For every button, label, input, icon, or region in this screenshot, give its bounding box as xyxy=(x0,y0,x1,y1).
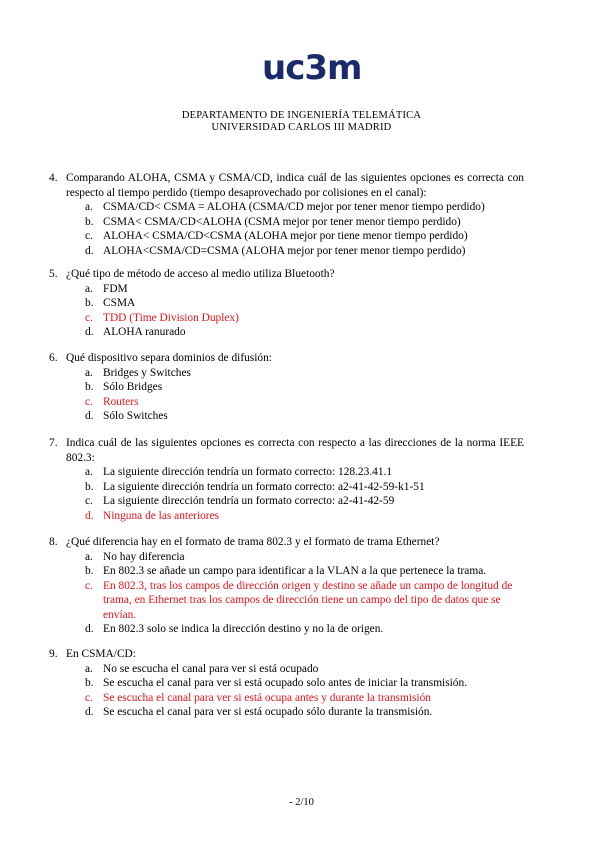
option-letter: d. xyxy=(85,244,94,257)
option-item xyxy=(85,409,524,424)
option-text: No hay diferencia xyxy=(103,550,185,563)
question-text: Indica cuál de las siguientes opciones es correcta con respecto a las direcciones de la norma IEEE 802.3: xyxy=(66,437,524,464)
option-text: Bridges y Switches xyxy=(103,366,191,379)
option-item xyxy=(85,564,524,579)
option-text: La siguiente dirección tendría un formato correcto: a2-41-42-59-k1-51 xyxy=(103,480,425,493)
question-number: 9. xyxy=(49,648,58,660)
option-letter: a. xyxy=(85,201,93,213)
university-title: UNIVERSIDAD CARLOS III MADRID xyxy=(211,122,392,133)
option-item xyxy=(85,705,524,720)
option-letter: b. xyxy=(85,480,94,493)
option-item xyxy=(85,550,524,565)
option-item xyxy=(85,494,524,509)
option-correct xyxy=(85,691,524,706)
option-letter: b. xyxy=(85,215,94,228)
option-item xyxy=(85,229,524,244)
option-letter: b. xyxy=(85,565,94,577)
question-number: 4. xyxy=(49,172,58,184)
uc3m-logo: uc3m xyxy=(262,48,362,88)
option-letter: c. xyxy=(85,579,93,592)
option-letter: a. xyxy=(85,466,93,478)
option-text: Se escucha el canal para ver si está ocupado solo antes de iniciar la transmisión. xyxy=(103,677,468,689)
option-text: ALOHA< CSMA/CD<CSMA (ALOHA mejor por tiene menor tiempo perdido) xyxy=(103,230,468,242)
option-letter: d. xyxy=(85,623,94,635)
option-item xyxy=(85,366,524,381)
option-item xyxy=(85,325,524,340)
option-list xyxy=(85,366,524,424)
question-number: 5. xyxy=(49,268,58,280)
option-list xyxy=(85,465,524,523)
question-text: ¿Qué tipo de método de acceso al medio utiliza Bluetooth? xyxy=(66,268,335,280)
question-text: Qué dispositivo separa dominios de difusión: xyxy=(66,352,272,364)
option-text: En 802.3, tras los campos de dirección origen y destino se añade un campo de longitud de trama, en Ethernet tras los campos de dirección tiene un campo del tipo de datos que se envían. xyxy=(103,579,513,621)
option-correct xyxy=(85,395,524,410)
option-text: Se escucha el canal para ver si está ocupa antes y durante la transmisión xyxy=(103,691,431,704)
option-list xyxy=(85,550,524,637)
option-item xyxy=(85,296,524,311)
option-text: En 802.3 se añade un campo para identificar a la VLAN a la que pertenece la trama. xyxy=(103,565,487,577)
option-item xyxy=(85,662,524,677)
option-letter: d. xyxy=(85,326,94,338)
option-letter: b. xyxy=(85,381,94,393)
option-letter: d. xyxy=(85,410,94,422)
question-6 xyxy=(49,351,524,424)
option-letter: a. xyxy=(85,662,93,675)
option-item xyxy=(85,282,524,297)
option-text: En 802.3 solo se indica la dirección destino y no la de origen. xyxy=(103,623,384,635)
option-item xyxy=(85,380,524,395)
option-text: CSMA xyxy=(103,297,136,309)
option-text: CSMA/CD< CSMA = ALOHA (CSMA/CD mejor por tener menor tiempo perdido) xyxy=(103,201,485,213)
option-item xyxy=(85,480,524,495)
option-correct xyxy=(85,579,524,623)
question-text: En CSMA/CD: xyxy=(66,648,136,660)
option-letter: c. xyxy=(85,311,93,324)
question-8 xyxy=(49,535,524,637)
option-text: Ninguna de las anteriores xyxy=(103,509,220,522)
option-text: No se escucha el canal para ver si está ocupado xyxy=(103,662,319,675)
option-letter: c. xyxy=(85,691,93,704)
question-4 xyxy=(49,171,524,258)
question-number: 7. xyxy=(49,437,58,449)
option-item xyxy=(85,622,524,637)
question-text: ¿Qué diferencia hay en el formato de trama 802.3 y el formato de trama Ethernet? xyxy=(66,536,440,548)
option-correct xyxy=(85,311,524,326)
option-letter: d. xyxy=(85,509,94,522)
question-text: Comparando ALOHA, CSMA y CSMA/CD, indica cuál de las siguientes opciones es correcta con respecto al tiempo perdido (tiempo desaprovechado por colisiones en el canal): xyxy=(66,172,524,199)
option-letter: b. xyxy=(85,297,94,309)
option-list xyxy=(85,282,524,340)
question-number: 6. xyxy=(49,352,58,364)
question-7 xyxy=(49,436,524,523)
option-text: Sólo Bridges xyxy=(103,381,163,393)
option-letter: c. xyxy=(85,230,93,242)
option-item xyxy=(85,676,524,691)
option-letter: c. xyxy=(85,495,93,507)
option-text: FDM xyxy=(103,282,128,295)
option-correct xyxy=(85,509,524,524)
option-letter: c. xyxy=(85,395,93,408)
option-list xyxy=(85,662,524,720)
option-text: La siguiente dirección tendría un formato correcto: 128.23.41.1 xyxy=(103,466,393,478)
option-letter: a. xyxy=(85,550,93,563)
option-item xyxy=(85,244,524,259)
option-letter: b. xyxy=(85,677,94,689)
question-9 xyxy=(49,647,524,720)
option-text: CSMA< CSMA/CD<ALOHA (CSMA mejor por tener menor tiempo perdido) xyxy=(103,215,461,228)
option-item xyxy=(85,465,524,480)
option-text: Routers xyxy=(103,395,139,408)
page-number: - 2/10 xyxy=(289,797,314,808)
option-letter: d. xyxy=(85,706,94,718)
option-text: Sólo Switches xyxy=(103,410,168,422)
option-text: ALOHA<CSMA/CD=CSMA (ALOHA mejor por tener menor tiempo perdido) xyxy=(103,244,466,257)
question-5 xyxy=(49,267,524,340)
department-title: DEPARTAMENTO DE INGENIERÍA TELEMÁTICA xyxy=(181,110,422,121)
option-text: ALOHA ranurado xyxy=(103,326,186,338)
option-list xyxy=(85,200,524,258)
option-text: TDD (Time Division Duplex) xyxy=(103,311,239,324)
option-text: Se escucha el canal para ver si está ocupado sólo durante la transmisión. xyxy=(103,706,433,718)
option-item xyxy=(85,200,524,215)
option-letter: a. xyxy=(85,282,93,295)
question-number: 8. xyxy=(49,536,58,548)
option-text: La siguiente dirección tendría un formato correcto: a2-41-42-59 xyxy=(103,495,395,507)
option-item xyxy=(85,215,524,230)
option-letter: a. xyxy=(85,366,93,379)
